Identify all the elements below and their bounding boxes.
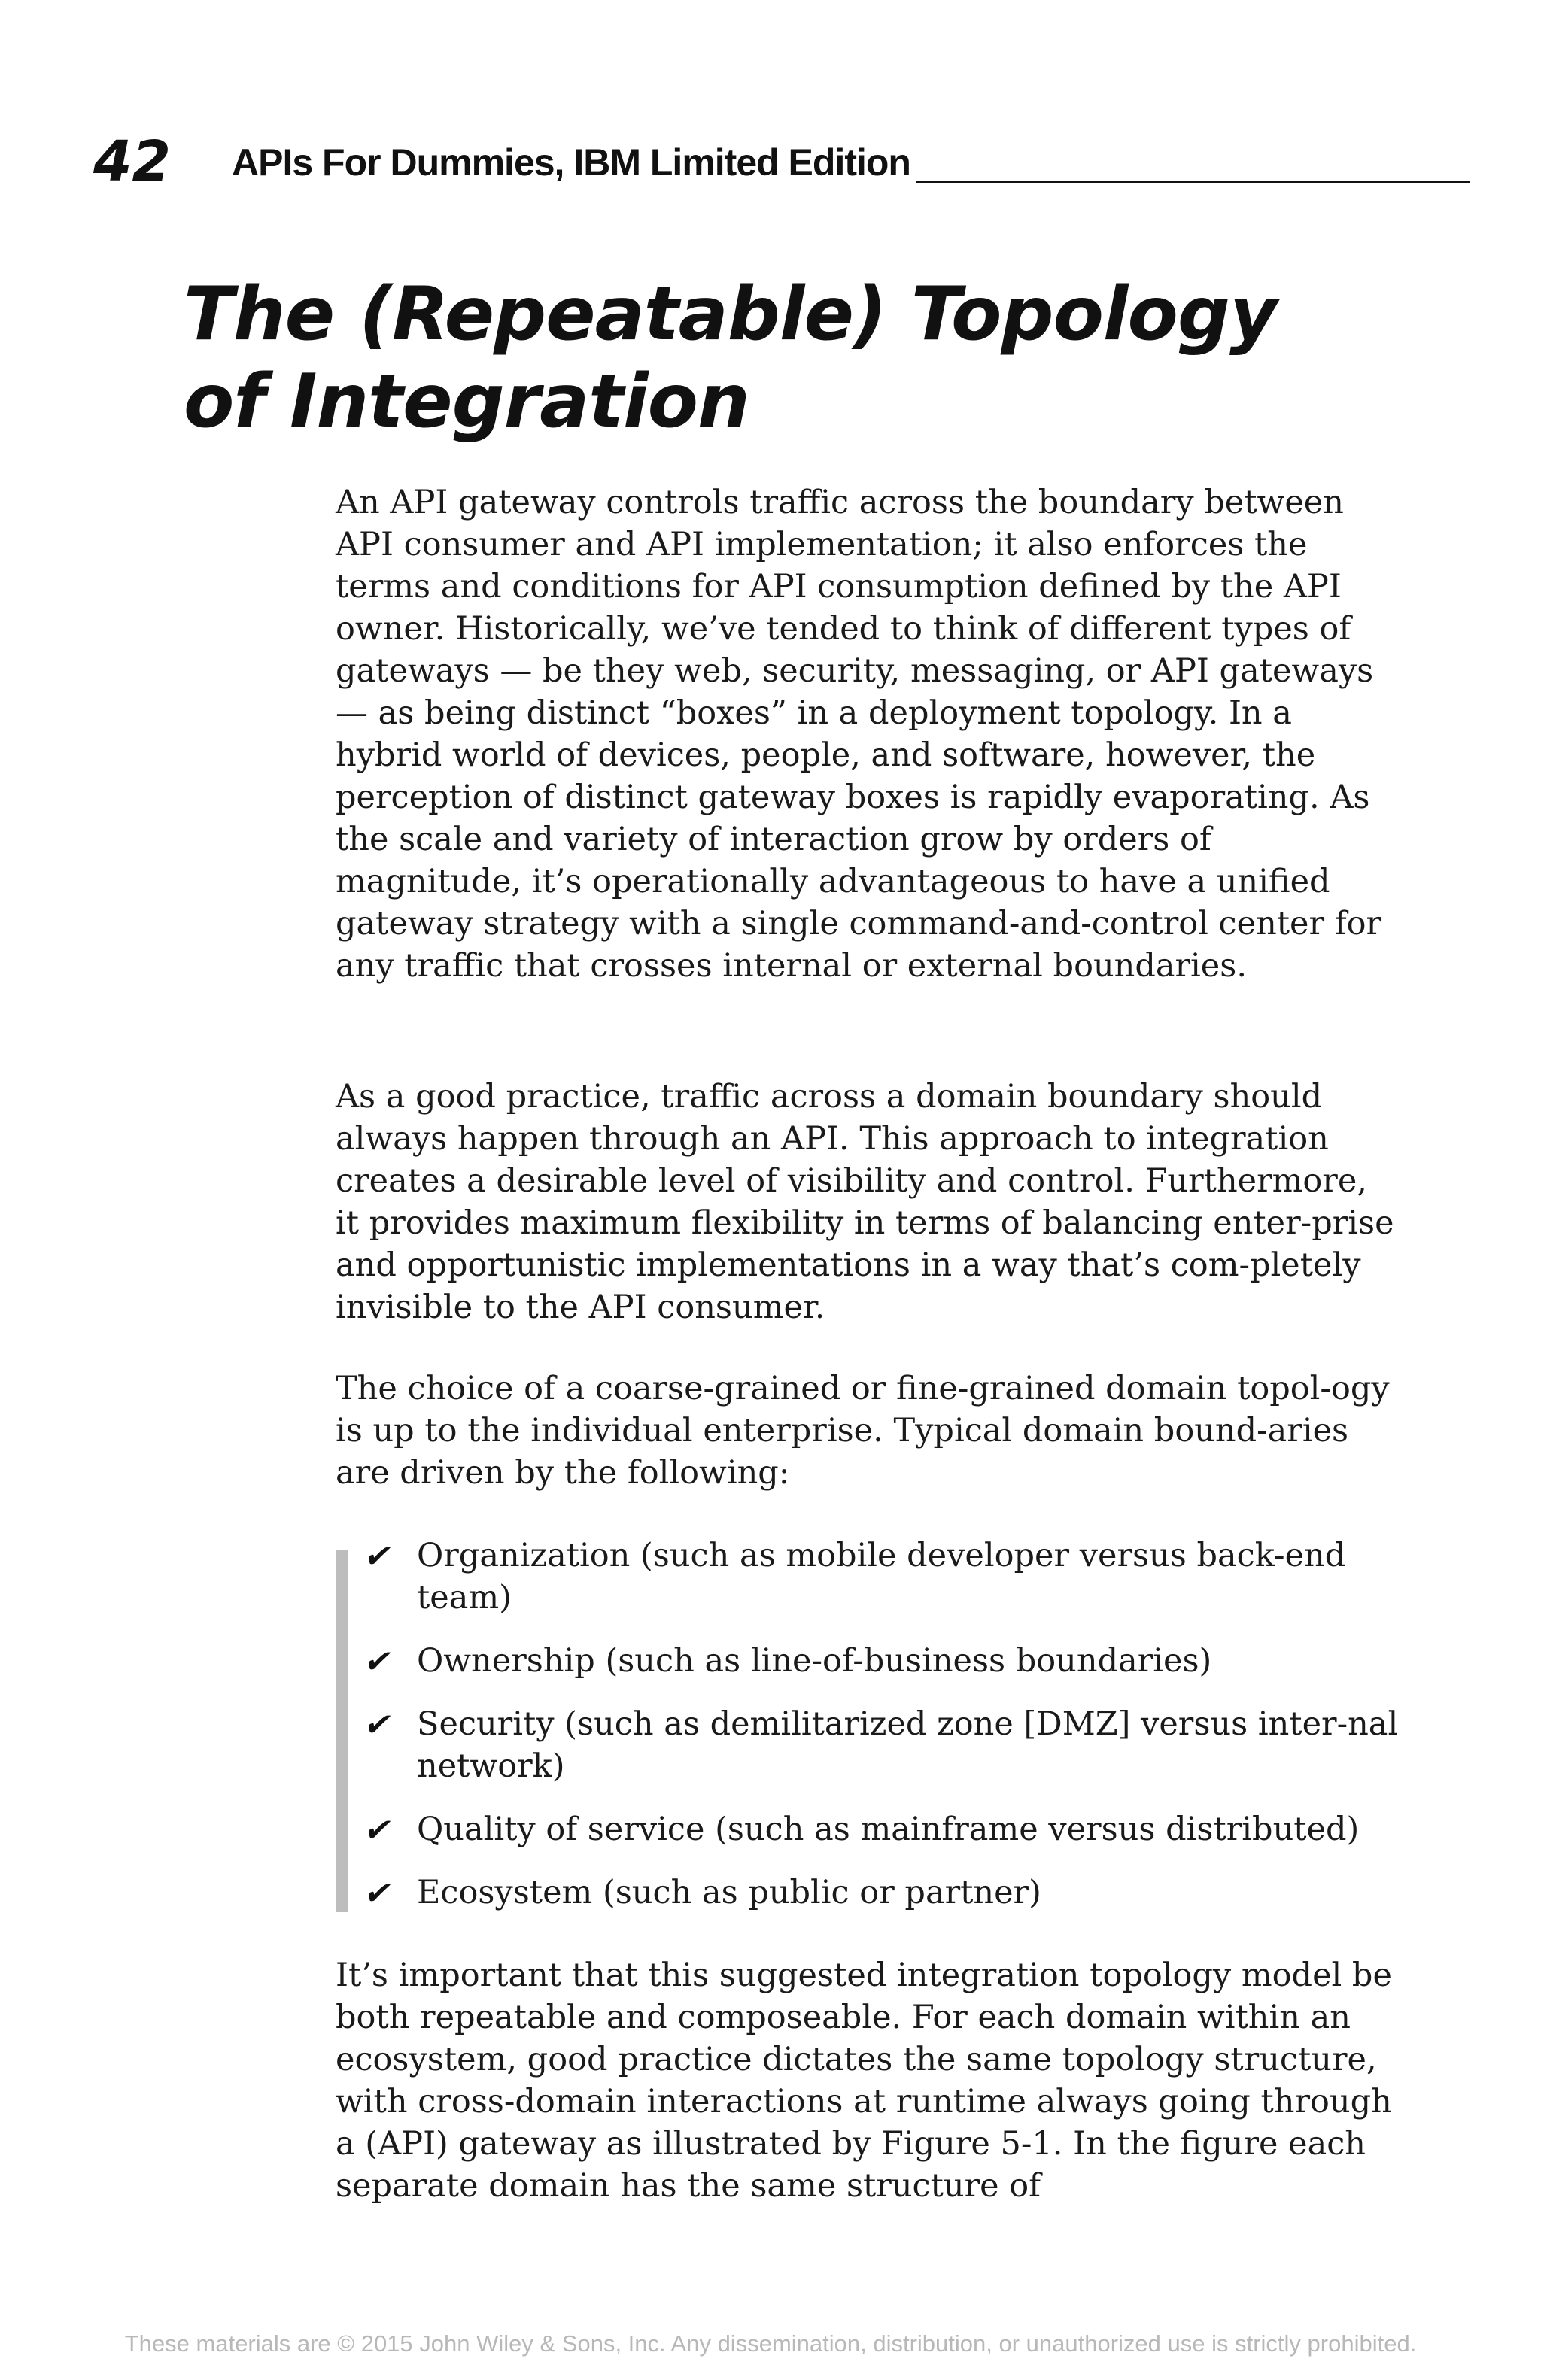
header-rule (916, 181, 1470, 183)
checkmark-icon: ✔ (361, 1875, 397, 1911)
list-item-text: Ecosystem (such as public or partner) (417, 1874, 1041, 1911)
running-title: APIs For Dummies, IBM Limited Edition (232, 141, 910, 184)
section-title (184, 271, 1312, 445)
page-number: 42 (93, 129, 171, 194)
copyright-footer: These materials are © 2015 John Wiley & Sons, Inc. Any dissemination, distribution, or unauthorized use is strictly prohibited. (124, 2330, 1417, 2357)
checkmark-icon: ✔ (361, 1643, 397, 1680)
list-item-text: Ownership (such as line-of-business boundaries) (417, 1642, 1212, 1680)
running-header (93, 128, 1380, 196)
list-item (361, 1808, 1404, 1850)
paragraph-gateway: An API gateway controls traffic across the boundary between API consumer and API implementation; it also enforces the terms and conditions for API consumption defined by the API owner. Historically, we’ve tended to think of different types of gateways — be they web, security, messaging, or API gateways — as being distinct “boxes” in a deployment topology. In a hybrid world of devices, people, and software, however, the perception of distinct gateway boxes is rapidly evaporating. As the scale and variety of interaction grow by orders of magnitude, it’s operationally advantageous to have a unified gateway strategy with a single command-and-control center for any traffic that crosses internal or external boundaries. (336, 484, 1382, 985)
checkmark-icon: ✔ (361, 1811, 397, 1848)
section-title-line-2: of Integration (184, 359, 749, 445)
paragraph-repeatable: It’s important that this suggested integration topology model be both repeatable and composeable. For each domain within an ecosystem, good practice dictates the same topology structure, with cross-domain interactions at runtime always going through a (API) gateway as illustrated by Figure 5-1. In the figure each separate domain has the same structure of (336, 1957, 1392, 2205)
domain-boundary-list (361, 1535, 1404, 1935)
list-item (361, 1703, 1404, 1787)
list-item-text: Security (such as demilitarized zone [DMZ] versus inter-nal network) (417, 1705, 1399, 1785)
checkmark-icon: ✔ (361, 1538, 397, 1574)
list-sidebar-bar (336, 1550, 348, 1912)
list-item-text: Organization (such as mobile developer versus back-end team) (417, 1537, 1346, 1617)
list-item (361, 1535, 1404, 1619)
list-item (361, 1640, 1404, 1682)
list-item (361, 1872, 1404, 1914)
paragraph-domain-topology: The choice of a coarse-grained or fine-grained domain topol-ogy is up to the individual enterprise. Typical domain bound-aries are driven by the following: (336, 1370, 1390, 1492)
checkmark-icon: ✔ (361, 1706, 397, 1743)
section-title-line-1: The (Repeatable) Topology (184, 272, 1277, 357)
paragraph-good-practice: As a good practice, traffic across a domain boundary should always happen through an API. This approach to integration creates a desirable level of visibility and control. Furthermore, it provides maximum flexibility in terms of balancing enter-prise and opportunistic implementations in a way that’s com-pletely invisible to the API consumer. (336, 1078, 1394, 1326)
list-item-text: Quality of service (such as mainframe versus distributed) (417, 1811, 1360, 1848)
